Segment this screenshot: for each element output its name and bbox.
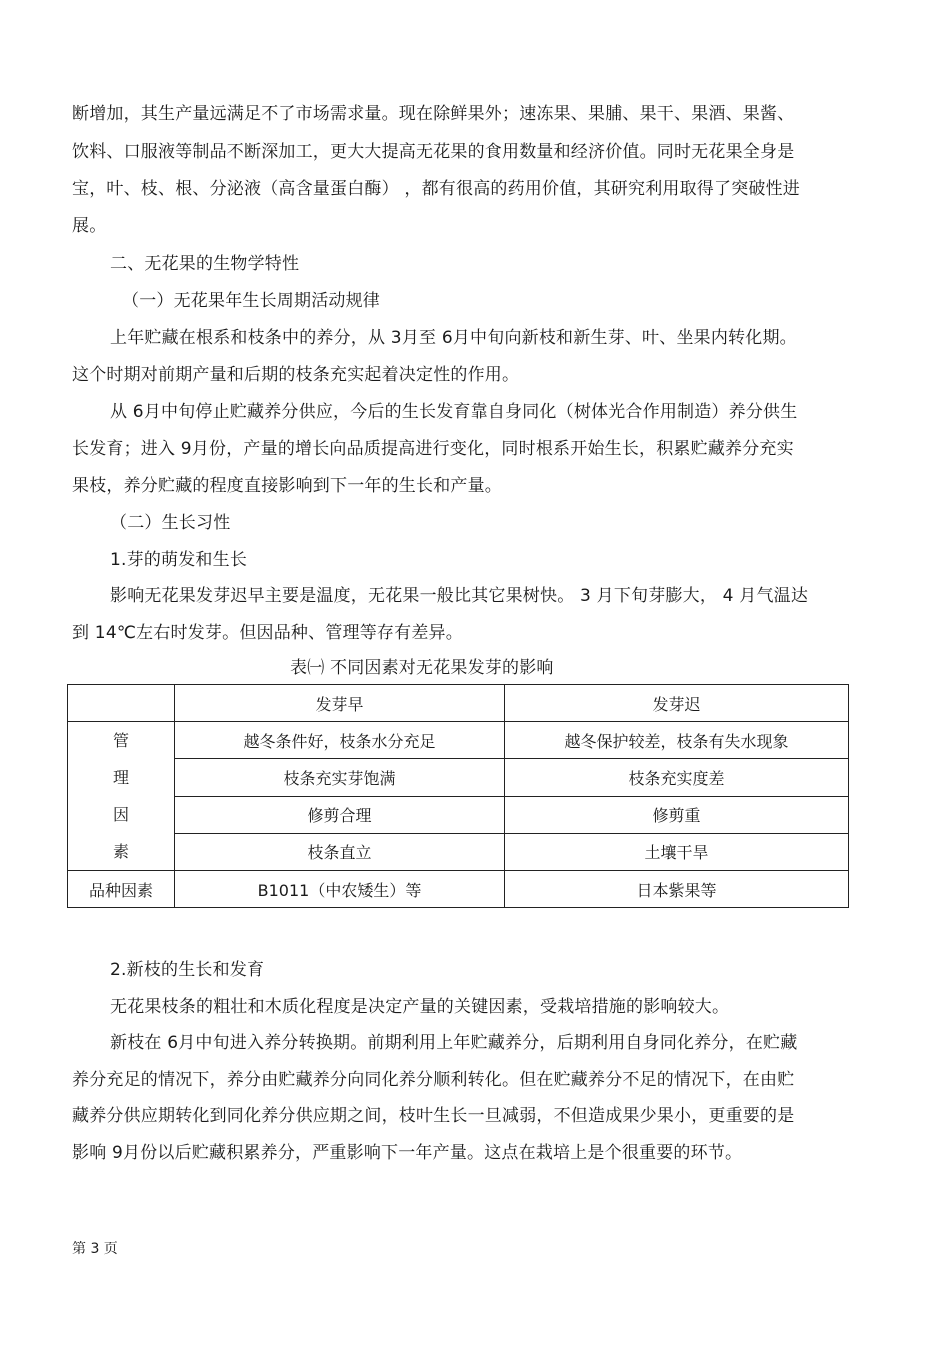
table-row <box>68 871 849 908</box>
table-cell: 枝条直立 <box>175 833 505 870</box>
table-row <box>68 722 849 759</box>
table-header-cell: 发芽迟 <box>505 685 849 722</box>
table-cell: 修剪重 <box>505 796 849 833</box>
item-heading: 1.芽的萌发和生长 <box>110 550 248 570</box>
table-header-cell: 发芽早 <box>175 685 505 722</box>
paragraph-line: 这个时期对前期产量和后期的枝条充实起着决定性的作用。 <box>72 365 520 385</box>
table-row <box>68 796 849 833</box>
table-cell: 日本紫果等 <box>505 871 849 908</box>
table-cell: B1011（中农矮生）等 <box>175 871 505 908</box>
paragraph-line: 影响 9月份以后贮藏积累养分，严重影响下一年产量。这点在栽培上是个很重要的环节。 <box>72 1143 743 1163</box>
label-char: 管 <box>112 731 129 750</box>
paragraph-line: 到 14℃左右时发芽。但因品种、管理等存有差异。 <box>72 623 463 643</box>
label-char: 因 <box>112 805 129 824</box>
paragraph-line: 饮料、口服液等制品不断深加工，更大大提高无花果的食用数量和经济价值。同时无花果全身是 <box>72 142 795 162</box>
management-factor-label <box>68 722 175 871</box>
subsection-heading: （二）生长习性 <box>110 513 231 533</box>
factor-table <box>67 684 849 908</box>
label-char: 素 <box>112 842 129 861</box>
table-cell: 修剪合理 <box>175 796 505 833</box>
label-char: 理 <box>112 768 129 787</box>
paragraph-line: 养分充足的情况下，养分由贮藏养分向同化养分顺利转化。但在贮藏养分不足的情况下，在由贮 <box>72 1070 795 1090</box>
table-row <box>68 759 849 796</box>
paragraph-line: 长发育；进入 9月份，产量的增长向品质提高进行变化，同时根系开始生长，积累贮藏养分充实 <box>72 439 794 459</box>
section-heading: 二、无花果的生物学特性 <box>110 254 300 274</box>
variety-factor-label: 品种因素 <box>68 871 175 908</box>
item-heading: 2.新枝的生长和发育 <box>110 960 265 980</box>
table-header-cell <box>68 685 175 722</box>
paragraph-line: 新枝在 6月中旬进入养分转换期。前期利用上年贮藏养分，后期利用自身同化养分，在贮藏 <box>110 1033 798 1053</box>
paragraph-line: 果枝，养分贮藏的程度直接影响到下一年的生长和产量。 <box>72 476 502 496</box>
paragraph-line: 断增加，其生产量远满足不了市场需求量。现在除鲜果外；速冻果、果脯、果干、果酒、果酱、 <box>72 104 795 124</box>
paragraph-line: 藏养分供应期转化到同化养分供应期之间，枝叶生长一旦减弱，不但造成果少果小，更重要的是 <box>72 1106 795 1126</box>
paragraph-line: 无花果枝条的粗壮和木质化程度是决定产量的关键因素，受栽培措施的影响较大。 <box>110 997 730 1017</box>
paragraph-line: 展。 <box>72 216 107 236</box>
subsection-heading: （一）无花果年生长周期活动规律 <box>122 291 380 311</box>
table-caption: 表㈠ 不同因素对无花果发芽的影响 <box>290 658 554 678</box>
paragraph-line: 上年贮藏在根系和枝条中的养分，从 3月至 6月中旬向新枝和新生芽、叶、坐果内转化期。 <box>110 328 797 348</box>
table-cell: 枝条充实度差 <box>505 759 849 796</box>
table-cell: 越冬保护较差，枝条有失水现象 <box>505 722 849 759</box>
page-number: 第 3 页 <box>72 1241 118 1257</box>
table-header-row <box>68 685 849 722</box>
table-cell: 土壤干旱 <box>505 833 849 870</box>
paragraph-line: 从 6月中旬停止贮藏养分供应，今后的生长发育靠自身同化（树体光合作用制造）养分供生 <box>110 402 798 422</box>
table-cell: 枝条充实芽饱满 <box>175 759 505 796</box>
table-cell: 越冬条件好，枝条水分充足 <box>175 722 505 759</box>
table-row <box>68 833 849 870</box>
paragraph-line: 影响无花果发芽迟早主要是温度，无花果一般比其它果树快。 3 月下旬芽膨大， 4 月气温达 <box>110 586 809 606</box>
paragraph-line: 宝，叶、枝、根、分泌液（高含量蛋白酶） ，都有很高的药用价值，其研究利用取得了突破性进 <box>72 179 801 199</box>
